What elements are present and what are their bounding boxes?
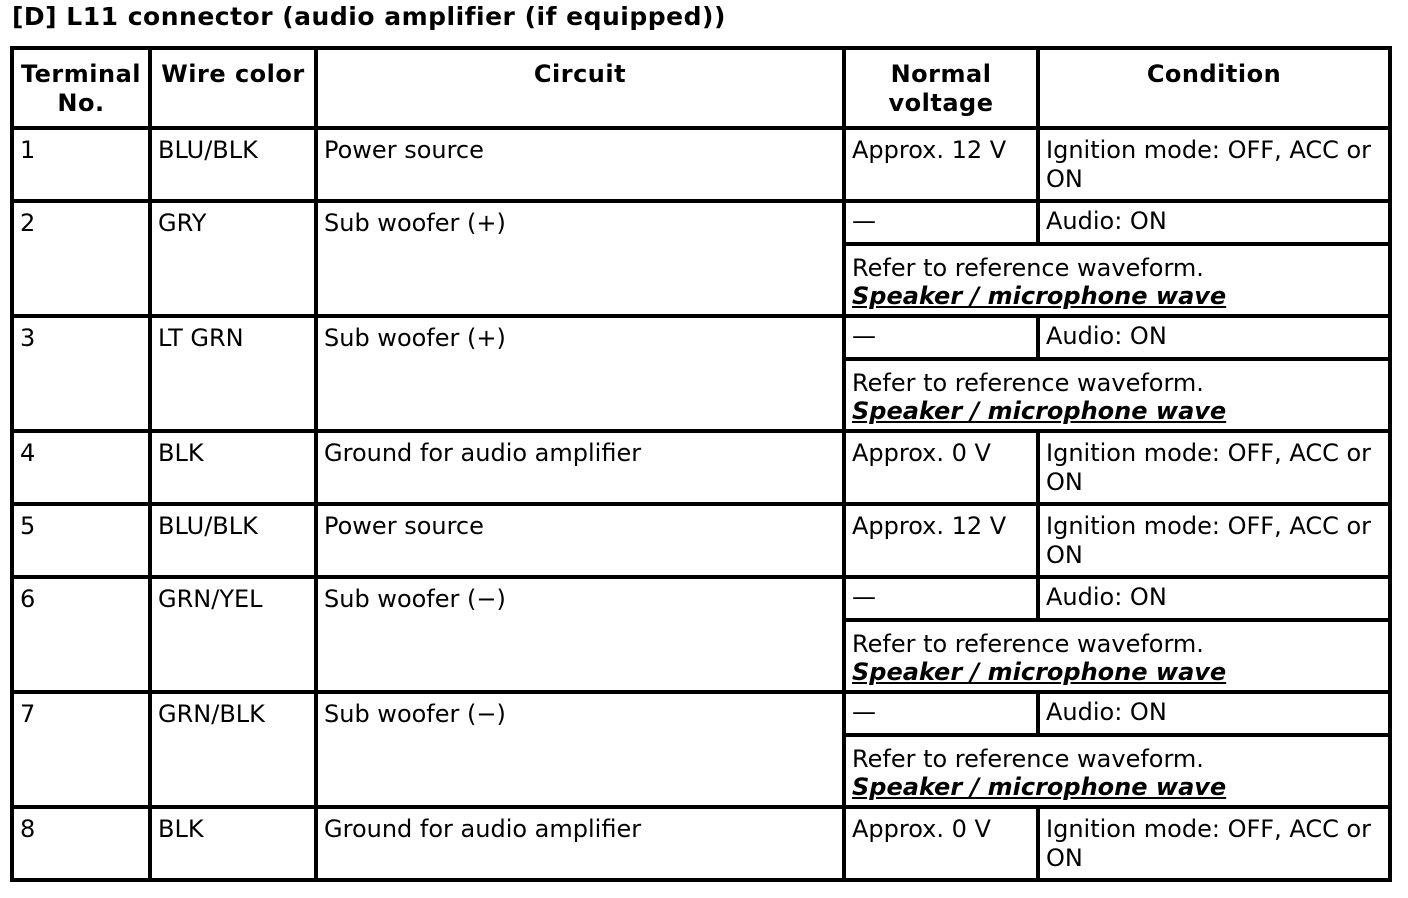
header-terminal-no [12,48,150,128]
table-row [12,577,1390,620]
header-normal-voltage [844,48,1038,128]
circuit-cell: Ground for audio amplifier [316,431,844,504]
wire-color-cell: GRN/BLK [150,692,316,807]
condition-cell: Audio: ON [1038,692,1390,735]
terminal-cell: 6 [12,577,150,692]
wire-color-cell: GRY [150,201,316,316]
header-circuit: Circuit [316,48,844,128]
header-voltage-line1: Normal [890,60,992,88]
wire-color-cell: BLK [150,431,316,504]
condition-cell: Audio: ON [1038,577,1390,620]
circuit-cell: Sub woofer (−) [316,577,844,692]
wire-color-cell: LT GRN [150,316,316,431]
header-voltage-line2: voltage [888,89,994,117]
voltage-cell: Approx. 12 V [844,504,1038,577]
table-row [12,807,1390,880]
voltage-cell: Approx. 0 V [844,807,1038,880]
terminal-cell: 1 [12,128,150,201]
terminal-cell: 8 [12,807,150,880]
terminal-cell: 4 [12,431,150,504]
voltage-cell: — [844,316,1038,359]
reference-cell [844,244,1390,316]
table-row [12,201,1390,244]
speaker-microphone-wave-link[interactable]: Speaker / microphone wave [852,773,1227,801]
reference-text: Refer to reference waveform. [852,630,1204,658]
wire-color-cell: BLU/BLK [150,504,316,577]
speaker-microphone-wave-link[interactable]: Speaker / microphone wave [852,658,1227,686]
speaker-microphone-wave-link[interactable]: Speaker / microphone wave [852,397,1227,425]
circuit-cell: Sub woofer (−) [316,692,844,807]
reference-link-line [852,773,1382,801]
reference-link-line [852,397,1382,425]
condition-cell: Ignition mode: OFF, ACC or ON [1038,504,1390,577]
condition-cell: Ignition mode: OFF, ACC or ON [1038,431,1390,504]
wire-color-cell: BLU/BLK [150,128,316,201]
table-row [12,316,1390,359]
header-terminal-line1: Terminal [20,60,142,88]
terminal-cell: 7 [12,692,150,807]
voltage-cell: — [844,692,1038,735]
header-row [12,48,1390,128]
voltage-cell: Approx. 12 V [844,128,1038,201]
table-row [12,128,1390,201]
condition-cell: Audio: ON [1038,201,1390,244]
wire-color-cell: BLK [150,807,316,880]
reference-text: Refer to reference waveform. [852,745,1204,773]
wire-color-cell: GRN/YEL [150,577,316,692]
terminal-cell: 2 [12,201,150,316]
reference-link-line [852,282,1382,310]
header-condition: Condition [1038,48,1390,128]
header-terminal-line2: No. [57,89,105,117]
circuit-cell: Power source [316,128,844,201]
circuit-cell: Sub woofer (+) [316,201,844,316]
table-row [12,431,1390,504]
table-row [12,692,1390,735]
terminal-cell: 3 [12,316,150,431]
voltage-cell: — [844,577,1038,620]
circuit-cell: Power source [316,504,844,577]
circuit-cell: Sub woofer (+) [316,316,844,431]
speaker-microphone-wave-link[interactable]: Speaker / microphone wave [852,282,1227,310]
circuit-cell: Ground for audio amplifier [316,807,844,880]
connector-table [10,46,1392,882]
page-title: [D] L11 connector (audio amplifier (if equipped)) [12,2,726,31]
condition-cell: Ignition mode: OFF, ACC or ON [1038,128,1390,201]
reference-cell [844,735,1390,807]
voltage-cell: Approx. 0 V [844,431,1038,504]
condition-cell: Ignition mode: OFF, ACC or ON [1038,807,1390,880]
condition-cell: Audio: ON [1038,316,1390,359]
reference-cell [844,359,1390,431]
header-wire-color: Wire color [150,48,316,128]
terminal-cell: 5 [12,504,150,577]
reference-cell [844,620,1390,692]
reference-text: Refer to reference waveform. [852,254,1204,282]
reference-link-line [852,658,1382,686]
voltage-cell: — [844,201,1038,244]
table-row [12,504,1390,577]
reference-text: Refer to reference waveform. [852,369,1204,397]
